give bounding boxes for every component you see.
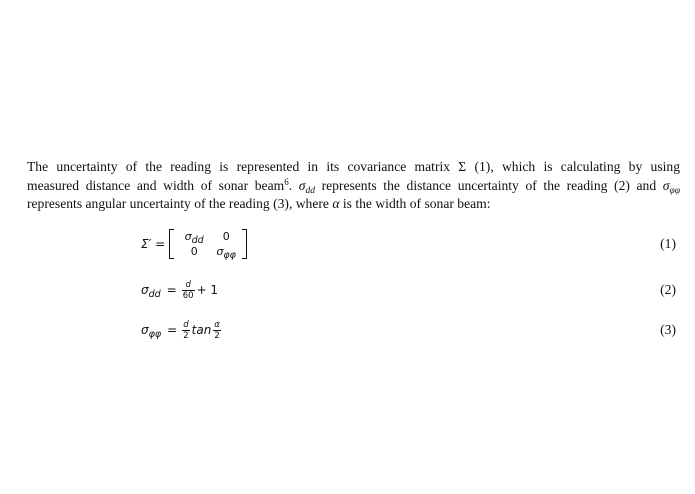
matrix-cell-12: 0 xyxy=(222,230,230,243)
equation-2-lhs: $\sigma_{dd}$ xyxy=(141,283,161,300)
plus-one: + 1 xyxy=(196,283,219,297)
equation-1 xyxy=(0,226,695,262)
equation-3-lhs: $\sigma_{\varphi\varphi}$ xyxy=(141,323,162,340)
denominator: 60 xyxy=(182,290,194,301)
denominator: 2 xyxy=(214,330,220,341)
equation-2-body xyxy=(141,276,218,304)
line2-text-c: represents the distance uncertainty of the reading (2) and xyxy=(314,177,663,193)
line3-text-a: represents angular uncertainty of the reading (3), where xyxy=(27,196,333,211)
line3-text-b: is the width of sonar beam: xyxy=(339,196,491,211)
equation-2 xyxy=(0,276,695,304)
numerator: d xyxy=(185,279,191,290)
matrix-cell-21: 0 xyxy=(190,245,198,258)
equation-1-lhs: Σ′ = xyxy=(141,237,166,251)
sigma-dd-inline: $\sigma_{dd}$ xyxy=(298,177,315,196)
fraction-alpha-over-2 xyxy=(213,320,220,341)
body-paragraph xyxy=(27,158,680,214)
equation-3-body xyxy=(141,316,223,344)
citation-superscript: 6 xyxy=(284,176,289,187)
matrix-cell-11: $\sigma_{dd}$ xyxy=(184,230,204,246)
numerator: d xyxy=(183,319,189,330)
equation-1-number: (1) xyxy=(660,236,676,251)
matrix-grid xyxy=(174,229,242,259)
equation-3-number: (3) xyxy=(660,322,676,337)
alpha-symbol: α xyxy=(332,196,340,211)
fraction-d-over-60 xyxy=(182,280,195,301)
equals-sign: = xyxy=(166,283,177,297)
equation-3 xyxy=(0,316,695,344)
matrix-cell-22: $\sigma_{\varphi\varphi}$ xyxy=(216,245,236,261)
tan-function: tan xyxy=(191,323,212,337)
line2-text-a: measured distance and width of sonar beam xyxy=(27,177,285,193)
equation-2-number: (2) xyxy=(660,282,676,297)
right-bracket xyxy=(242,229,247,259)
equation-1-body xyxy=(141,226,247,262)
numerator: α xyxy=(214,319,220,330)
paragraph-line-1: The uncertainty of the reading is represented in its covariance matrix Σ (1), which is calculating by using xyxy=(27,159,680,174)
paragraph-line-2 xyxy=(27,177,680,196)
fraction-d-over-2 xyxy=(182,320,189,341)
paragraph-line-3 xyxy=(27,195,680,214)
sigma-pp-inline: $\sigma_{\varphi\varphi}$ xyxy=(662,177,681,196)
line2-text-b: . xyxy=(288,177,299,193)
covariance-matrix xyxy=(169,229,247,259)
denominator: 2 xyxy=(183,330,189,341)
equals-sign: = xyxy=(167,323,178,337)
